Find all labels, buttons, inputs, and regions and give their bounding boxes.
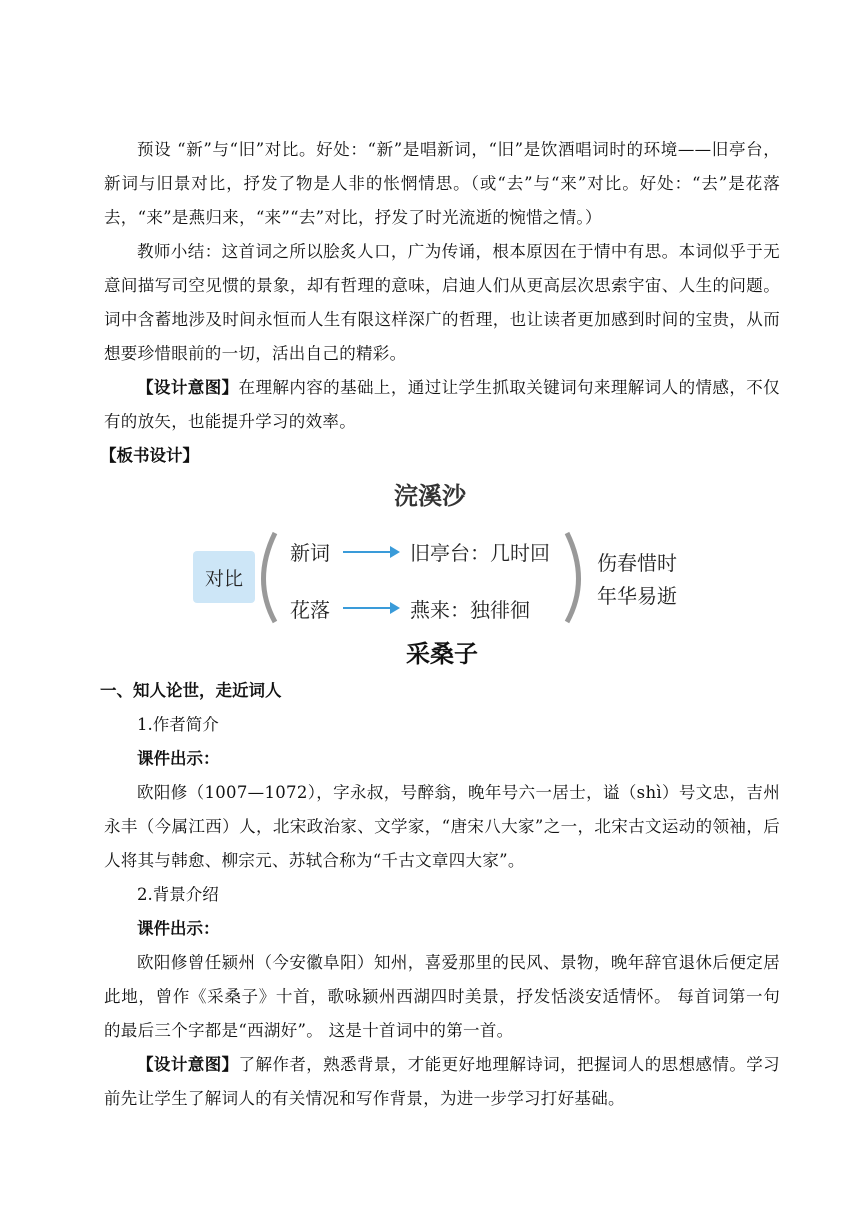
design-intent-paragraph [104, 371, 780, 439]
background-paragraph: 欧阳修曾任颍州（今安徽阜阳）知州，喜爱那里的民风、景物，晚年辞官退休后便定居此地，曾作《采桑子》十首，歌咏颍州西湖四时美景，抒发恬淡安适情怀。 每首词第一句的最后三个字都是“西湖好”。 这是十首词中的第一首。 [104, 953, 780, 1040]
slide-label-2: 课件出示： [137, 919, 220, 938]
design-intent-text-2: 了解作者，熟悉背景，才能更好地理解诗词，把握词人的思想感情。学习前先让学生了解词人的有关情况和写作背景，为进一步学习打好基础。 [104, 1055, 780, 1108]
row1-left: 新词 [290, 541, 330, 565]
section-title: 采桑子 [406, 640, 478, 668]
preset-paragraph: 预设 “新”与“旧”对比。好处：“新”是唱新词，“旧”是饮酒唱词时的环境——旧亭台，新词与旧景对比，抒发了物是人非的怅惘情思。（或“去”与“来”对比。好处：“去”是花落去，“来”是燕归来，“来”“去”对比，抒发了时光流逝的惋惜之情。） [104, 140, 780, 227]
teacher-summary-paragraph: 教师小结：这首词之所以脍炙人口，广为传诵，根本原因在于情中有思。本词似乎于无意间描写司空见惯的景象，却有哲理的意味，启迪人们从更高层次思索宇宙、人生的问题。词中含蓄地涉及时间永恒而人生有限这样深广的哲理，也让读者更加感到时间的宝贵，从而想要珍惜眼前的一切，活出自己的精彩。 [104, 242, 780, 363]
left-bracket [264, 533, 276, 622]
design-intent-label: 【设计意图】 [137, 378, 239, 397]
section-caisangzi [100, 634, 780, 1116]
item-background-intro: 2.背景介绍 [137, 885, 219, 904]
conclusion-line2: 年华易逝 [597, 584, 677, 608]
design-intent-label-2: 【设计意图】 [137, 1055, 239, 1074]
right-bracket [567, 533, 579, 622]
row1-right: 旧亭台：几时回 [410, 541, 550, 565]
conclusion-line1: 伤春惜时 [597, 551, 677, 575]
item-author-intro: 1.作者简介 [137, 715, 219, 734]
board-title: 浣溪沙 [394, 482, 466, 510]
design-intent-paragraph-2 [104, 1048, 780, 1116]
section-heading: 一、知人论世，走近词人 [100, 681, 282, 700]
board-design-label: 【板书设计】 [100, 446, 199, 465]
design-intent-text: 在理解内容的基础上，通过让学生抓取关键词句来理解词人的情感，不仅有的放矢，也能提升学习的效率。 [104, 378, 780, 431]
row2-right: 燕来：独徘徊 [410, 598, 530, 622]
author-paragraph: 欧阳修（1007—1072），字永叔，号醉翁，晚年号六一居士，谥（shì）号文忠，吉州永丰（今属江西）人，北宋政治家、文学家，“唐宋八大家”之一，北宋古文运动的领袖，后人将其与韩愈、柳宗元、苏轼合称为“千古文章四大家”。 [104, 783, 780, 870]
document-body [100, 0, 780, 473]
row1-arrow [343, 551, 398, 553]
row2-arrow [343, 607, 398, 609]
row2-left: 花落 [290, 598, 330, 622]
slide-label-1: 课件出示： [137, 749, 220, 768]
contrast-box: 对比 [193, 551, 255, 603]
